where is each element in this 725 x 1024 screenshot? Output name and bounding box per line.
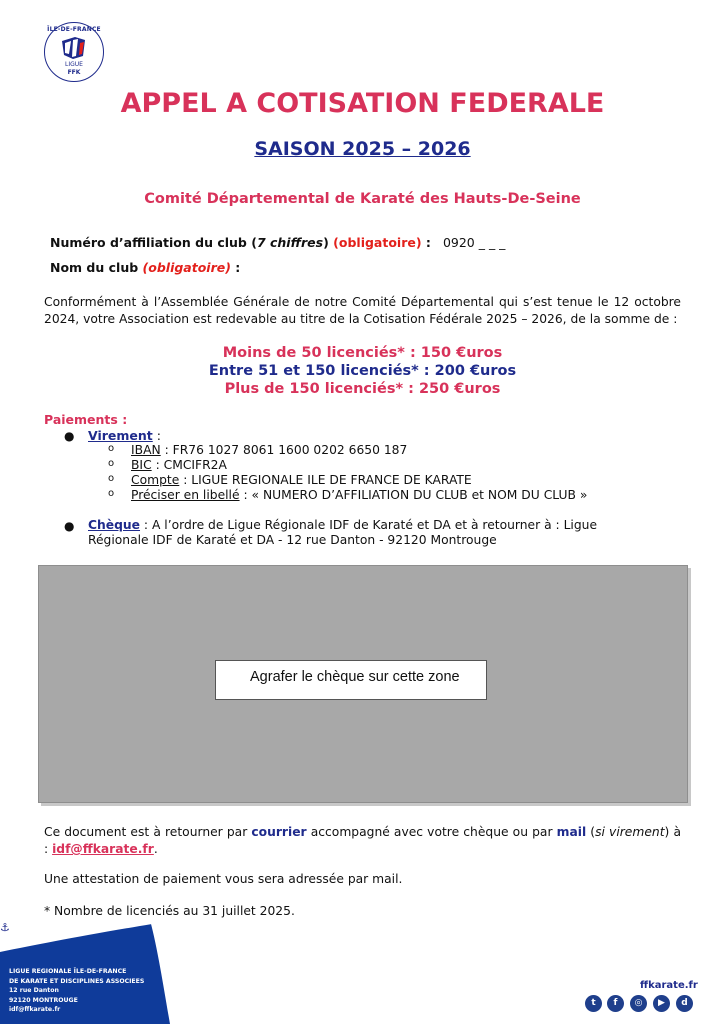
iban-key: IBAN (131, 443, 161, 457)
cheque-text: : A l’ordre de Ligue Régionale IDF de Karaté et DA et à retourner à : Ligue Régionale IDF de Karaté et DA - 12 rue Danton - 92120 Montrouge (88, 518, 598, 547)
cheque-zone-label: Agrafer le chèque sur cette zone (215, 660, 487, 700)
footer-address (9, 967, 144, 1015)
affiliation-value[interactable]: 0920 _ _ _ (442, 235, 506, 250)
return-text-d: ) à : (44, 825, 681, 856)
logo-ffk-text: FFK (67, 69, 81, 76)
circle-bullet-icon: o (108, 473, 115, 484)
circle-bullet-icon: o (108, 488, 115, 499)
account-key: Compte (131, 473, 180, 487)
return-instructions (44, 824, 681, 858)
logo-region-text: ÎLE-DE-FRANCE (47, 26, 101, 33)
price-tier-3: Plus de 150 licenciés* : 250 €uros (224, 381, 501, 397)
footnote: * Nombre de licenciés au 31 juillet 2025. (44, 904, 295, 918)
circle-bullet-icon: o (108, 458, 115, 469)
circle-bullet-icon: o (108, 443, 115, 454)
mail-word: mail (556, 825, 587, 839)
si-virement-text: si virement (595, 825, 665, 839)
instagram-icon[interactable]: ◎ (630, 995, 647, 1012)
twitter-icon[interactable]: t (585, 995, 602, 1012)
club-name-field[interactable] (50, 260, 240, 275)
affiliation-number-field[interactable] (50, 235, 505, 250)
footer-line: idf@ffkarate.fr (9, 1006, 61, 1014)
payments-heading: Paiements : (44, 412, 128, 427)
price-tier-2: Entre 51 et 150 licenciés* : 200 €uros (208, 363, 517, 379)
bic-value: : CMCIFR2A (151, 458, 227, 472)
price-tier-1: Moins de 50 licenciés* : 150 €uros (222, 345, 503, 361)
footer-line: 92120 MONTROUGE (9, 996, 78, 1004)
club-name-label: Nom du club (50, 260, 143, 275)
courrier-word: courrier (251, 825, 307, 839)
return-text-e: . (153, 842, 158, 856)
mandatory-marker: (obligatoire) (333, 235, 422, 250)
affiliation-digits-hint: 7 chiffres (256, 235, 324, 250)
cheque-label: Chèque (88, 518, 141, 532)
intro-paragraph: Conformément à l’Assemblée Générale de notre Comité Départemental qui s’est tenue le 12 octobre 2024, votre Association est redevable au titre de la Cotisation Fédérale 2025 – 2026, de la somme de : (44, 295, 681, 326)
ligue-logo (44, 22, 104, 82)
bic-key: BIC (131, 458, 152, 472)
virement-item (88, 428, 161, 443)
anchor-icon: ⚓ (0, 921, 10, 934)
affiliation-colon: : (421, 235, 431, 250)
dailymotion-icon[interactable]: d (676, 995, 693, 1012)
committee-name: Comité Départemental de Karaté des Hauts-De-Seine (144, 191, 581, 207)
cheque-item (88, 518, 628, 548)
footer-line: LIGUE REGIONALE ÎLE-DE-FRANCE (9, 968, 127, 975)
document-title: APPEL A COTISATION FEDERALE (120, 88, 605, 119)
affiliation-label-close: ) (323, 235, 334, 250)
label-value: : « NUMERO D’AFFILIATION DU CLUB et NOM DU CLUB » (239, 488, 588, 502)
account-value: : LIGUE REGIONALE ILE DE FRANCE DE KARATE (179, 473, 472, 487)
bullet-icon: ● (64, 429, 75, 443)
affiliation-label: Numéro d’affiliation du club ( (50, 235, 257, 250)
youtube-icon[interactable]: ▶ (653, 995, 670, 1012)
footer-line: 12 rue Danton (9, 987, 59, 995)
season-heading: SAISON 2025 – 2026 (254, 138, 471, 160)
return-text-a: Ce document est à retourner par (44, 825, 252, 839)
site-link[interactable]: ffkarate.fr (640, 980, 698, 991)
attestation-text: Une attestation de paiement vous sera adressée par mail. (44, 872, 403, 886)
virement-colon: : (152, 428, 161, 443)
logo-ligue-text: LIGUE (65, 61, 83, 68)
facebook-icon[interactable]: f (607, 995, 624, 1012)
footer-line: DE KARATE ET DISCIPLINES ASSOCIEES (9, 977, 145, 985)
email-link[interactable]: idf@ffkarate.fr (52, 842, 154, 856)
return-text-c: ( (586, 825, 596, 839)
return-text-b: accompagné avec votre chèque ou par (306, 825, 557, 839)
iban-value: : FR76 1027 8061 1600 0202 6650 187 (160, 443, 408, 457)
virement-label: Virement (88, 428, 153, 443)
label-key: Préciser en libellé (131, 488, 240, 502)
mandatory-marker: (obligatoire) (142, 260, 231, 275)
bullet-icon: ● (64, 519, 75, 533)
club-name-colon: : (230, 260, 241, 275)
